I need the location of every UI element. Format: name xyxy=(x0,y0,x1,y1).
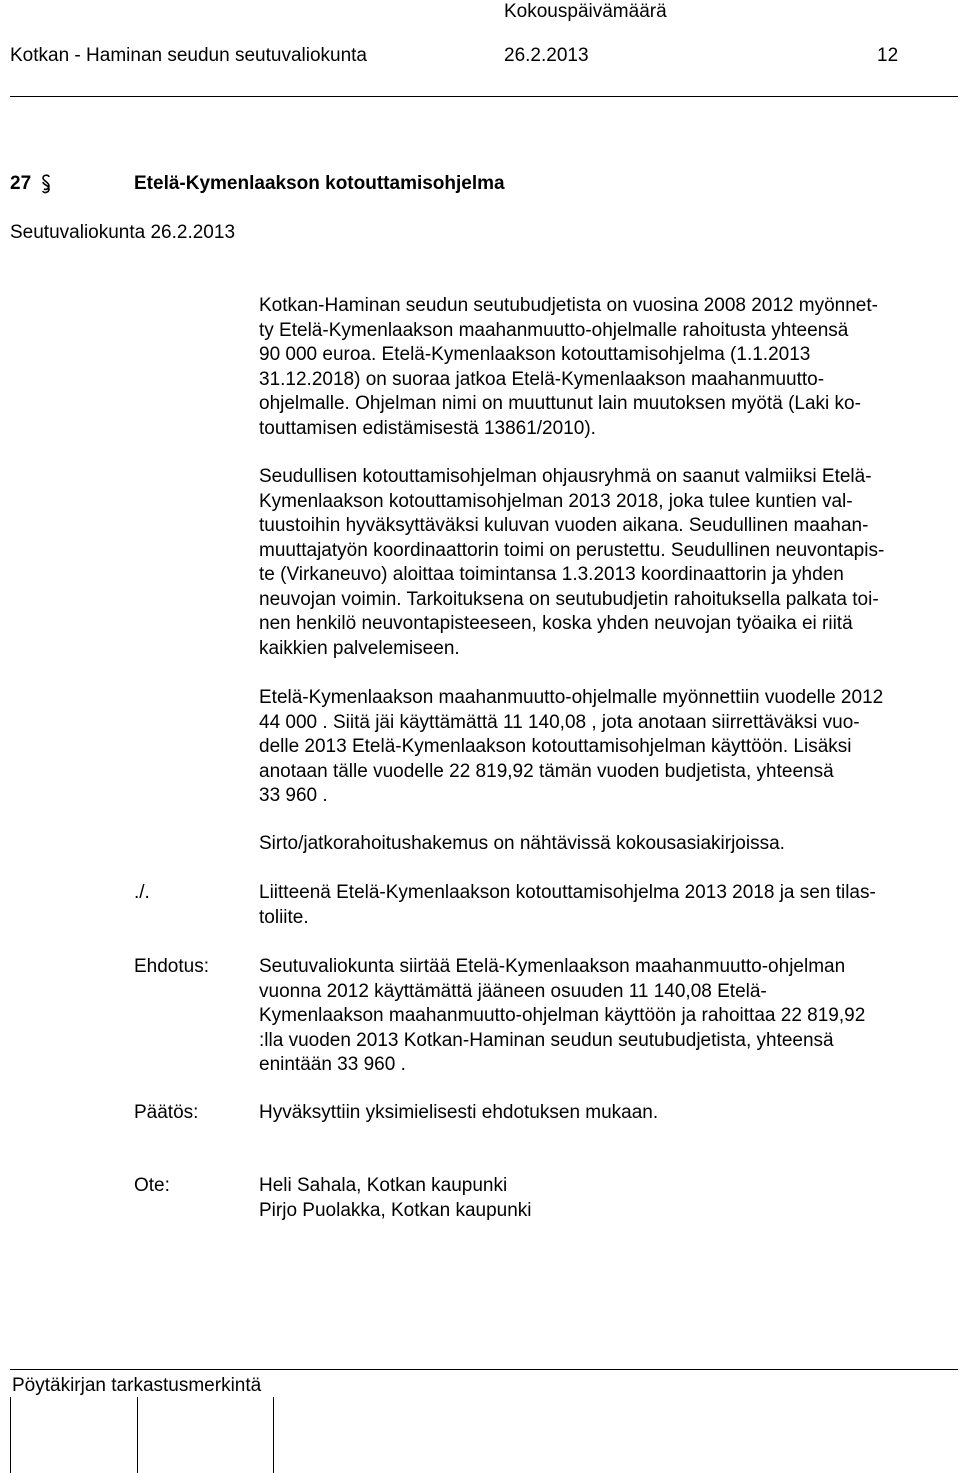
paragraph-application-note xyxy=(259,832,949,857)
text-line: tuustoihin hyväksyttäväksi kuluvan vuoden aikana. Seudullinen maahan- xyxy=(259,515,869,536)
footer-label: Pöytäkirjan tarkastusmerkintä xyxy=(12,1375,262,1396)
text-line: Kotkan-Haminan seudun seutubudjetista on vuosina 2008 2012 myönnet- xyxy=(259,295,878,316)
text-line: Heli Sahala, Kotkan kaupunki xyxy=(259,1175,508,1196)
text-line: :lla vuoden 2013 Kotkan-Haminan seudun seutubudjetista, yhteensä xyxy=(259,1029,834,1051)
organization-name: Kotkan - Haminan seudun seutuvaliokunta xyxy=(10,45,368,66)
paragraph-budget xyxy=(259,686,949,809)
text-line: Etelä-Kymenlaakson maahanmuutto-ohjelmalle myönnettiin vuodelle 2012 xyxy=(259,687,884,708)
text-line: Kymenlaakson maahanmuutto-ohjelman käyttöön ja rahoittaa 22 819,92 xyxy=(259,1005,866,1026)
proposal-text xyxy=(259,955,949,1078)
header-rule xyxy=(10,96,958,97)
text-line: te (Virkaneuvo) aloittaa toimintansa 1.3.2013 koordinaattorin ja yhden xyxy=(259,564,844,585)
text-line: Seutuvaliokunta siirtää Etelä-Kymenlaakson maahanmuutto-ohjelman xyxy=(259,956,846,977)
paragraph-funding-history xyxy=(259,294,949,441)
text-line: Liitteenä Etelä-Kymenlaakson kotouttamisohjelma 2013 2018 ja sen tilas- xyxy=(259,882,876,903)
attachment-mark: ./. xyxy=(134,882,150,903)
text-line: kaikkien palvelemiseen. xyxy=(259,637,460,659)
signature-box-divider-2 xyxy=(273,1397,274,1473)
text-line: ty Etelä-Kymenlaakson maahanmuutto-ohjelmalle rahoitusta yhteensä xyxy=(259,319,849,341)
text-line: neuvojan voimin. Tarkoituksena on seutubudjetin rahoituksella palkata toi- xyxy=(259,588,879,610)
meeting-date: 26.2.2013 xyxy=(504,45,589,66)
text-line: anotaan tälle vuodelle 22 819,92 tämän vuoden budjetista, yhteensä xyxy=(259,760,834,782)
text-line: enintään 33 960 . xyxy=(259,1054,406,1075)
copy-recipients xyxy=(259,1174,949,1223)
attachment-text xyxy=(259,881,949,930)
text-line: nen henkilö neuvontapisteeseen, koska yhden neuvojan työaika ei riitä xyxy=(259,613,853,634)
decision-label: Päätös: xyxy=(134,1102,199,1123)
text-line: ohjelmalle. Ohjelman nimi on muuttunut lain muutoksen myötä (Laki ko- xyxy=(259,393,861,414)
section-subheading: Seutuvaliokunta 26.2.2013 xyxy=(10,222,236,243)
paragraph-steering-group xyxy=(259,465,949,661)
text-line: Kymenlaakson kotouttamisohjelman 2013 2018, joka tulee kuntien val- xyxy=(259,490,853,512)
section-title: Etelä-Kymenlaakson kotouttamisohjelma xyxy=(134,173,505,194)
text-line: Seudullisen kotouttamisohjelman ohjausryhmä on saanut valmiiksi Etelä- xyxy=(259,466,872,487)
meeting-date-label: Kokouspäivämäärä xyxy=(504,1,667,22)
signature-box-left-border xyxy=(10,1397,11,1473)
text-line: muuttajatyön koordinaattorin toimi on perustettu. Seudullinen neuvontapis- xyxy=(259,539,885,561)
text-line: 44 000 . Siitä jäi käyttämättä 11 140,08 , jota anotaan siirrettäväksi vuo- xyxy=(259,711,860,733)
decision-text: Hyväksyttiin yksimielisesti ehdotuksen mukaan. xyxy=(259,1102,659,1123)
section-number: 27 xyxy=(10,173,32,194)
text-line: Sirto/jatkorahoitushakemus on nähtävissä kokousasiakirjoissa. xyxy=(259,833,785,854)
text-line: 90 000 euroa. Etelä-Kymenlaakson kotouttamisohjelma (1.1.2013 xyxy=(259,344,811,365)
text-line: toliite. xyxy=(259,906,309,928)
text-line: touttamisen edistämisestä 13861/2010). xyxy=(259,417,596,439)
text-line: 33 960 . xyxy=(259,785,328,806)
text-line: 31.12.2018) on suoraa jatkoa Etelä-Kymenlaakson maahanmuutto- xyxy=(259,368,825,390)
text-line: vuonna 2012 käyttämättä jääneen osuuden 11 140,08 Etelä- xyxy=(259,980,767,1002)
footer-rule xyxy=(10,1369,958,1370)
page-number: 12 xyxy=(877,45,899,66)
proposal-label: Ehdotus: xyxy=(134,956,209,977)
copy-label: Ote: xyxy=(134,1175,170,1196)
text-line: delle 2013 Etelä-Kymenlaakson kotouttamisohjelman käyttöön. Lisäksi xyxy=(259,736,852,757)
signature-box-divider-1 xyxy=(137,1397,138,1473)
text-line: Pirjo Puolakka, Kotkan kaupunki xyxy=(259,1199,532,1221)
section-sign-icon xyxy=(40,173,52,197)
